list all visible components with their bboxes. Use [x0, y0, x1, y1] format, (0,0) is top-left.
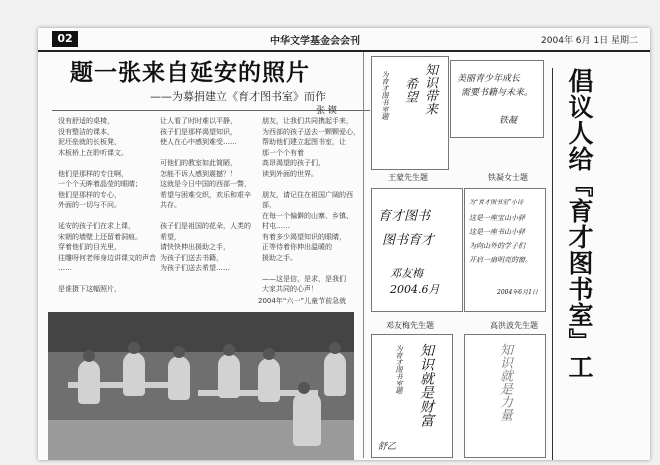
- calligraphy-inscription: 为育才图书室题: [381, 71, 389, 120]
- poem-column-2: 让人看了时时难以平静， 孩子们是那样渴望知识， 使人在心中感到难受…… 可他们的教室如此简陋， 怎能不诉人感到震撼？！ 这就是今日中国的西部一瞥， 希望与困难交织，欢乐和艰辛 共存。 孩子们是祖国的花朵，人类的 希望， 请快快伸出援助之手， 为孩子们送去书籍， 为孩子们送去希望……: [160, 117, 251, 272]
- calligraphy-line: 知识带来: [422, 63, 437, 115]
- calligraphy-signature: 舒乙: [378, 442, 397, 452]
- photo-child: [324, 352, 346, 396]
- photo-child: [258, 358, 280, 402]
- caption-gao-hongbo: 高洪波先生题: [490, 321, 538, 330]
- calligraphy-line: 需要书籍与未来。: [461, 88, 534, 98]
- page-header: [38, 28, 650, 52]
- article-title: 题一张来自延安的照片: [70, 60, 310, 86]
- caption-tie-ning: 铁凝女士题: [488, 173, 528, 182]
- calligraphy-line: 图书育才: [382, 233, 435, 248]
- calligraphy-deng-youmei: [371, 188, 463, 312]
- calligraphy-signature: 2004年6月1日: [497, 289, 538, 296]
- calligraphy-tie-ning: [450, 60, 544, 138]
- calligraphy-line: 知识就是力量: [497, 343, 512, 421]
- calligraphy-line: 这是一座书山小驿: [469, 228, 525, 236]
- photo-child: [168, 356, 190, 400]
- calligraphy-line: 为“育才图书室”小诗: [469, 199, 524, 206]
- calligraphy-line: 知识就是财富: [418, 343, 434, 427]
- calligraphy-gao-hongbo: [464, 188, 546, 312]
- calligraphy-line: 育才图书: [378, 209, 431, 224]
- calligraphy-line: 开启一扇明亮的窗。: [469, 256, 532, 264]
- photo-child: [218, 354, 240, 398]
- photo-wall: [48, 312, 354, 352]
- calligraphy-line: 希望: [402, 77, 417, 103]
- calligraphy-line: 这是一座宝山小驿: [469, 214, 525, 222]
- photo-child: [123, 352, 145, 396]
- newspaper-page: [38, 28, 650, 460]
- issue-date: 2004年 6月 1日 星期二: [541, 36, 638, 46]
- calligraphy-line: 美丽青少年成长: [457, 74, 521, 84]
- caption-wang-meng: 王蒙先生题: [388, 173, 428, 182]
- calligraphy-inscription: 为育才图书室题: [395, 345, 403, 394]
- masthead: 中华文学基金会会刊: [270, 36, 360, 47]
- classroom-photo: [48, 312, 354, 460]
- calligraphy-shu-yi: [371, 334, 453, 458]
- poem-column-1: 没有舒适的桌椅， 没有整洁的课本， 泥坯垒就的长板凳， 木板桥上在聆听课文。 他们是那样的专注啊， 一个个天眸着晶莹的眼睛； 他们是那样的专心， 外面的一切与不问。 延安的孩子们在求上课， 宋朝的墙壁上还留着洞痕。 穿着他们的目光里， 往雕呀何老师身边讲课文的声音 …… 是谁摄下这幅照片，: [58, 117, 156, 293]
- calligraphy-signature: 铁凝: [499, 116, 518, 126]
- banner-text: 倡议人给『育才图书室』工: [565, 68, 594, 380]
- caption-deng-youmei: 邓友梅先生题: [386, 321, 434, 330]
- gallery-divider: [363, 52, 364, 458]
- page-number: 02: [52, 31, 78, 47]
- calligraphy-bottom-right: [464, 334, 546, 458]
- poem-column-3: 朋友，让我们共同携起手来， 为西部的孩子送去一颗颗爱心， 帮助他们建立起图书室，让 那一个个有着 高昂渴望的孩子们， 读到外面的世界。 朋友，请记住在祖国广阔的西 部， 在每一个偏僻的山寨、乡镇、 村屯…… 有着多少渴望知识的眼睛， 正等待着你伸出温暖的 援助之手。 ——这是信，是求，是我们 大家共同的心声！: [262, 117, 360, 293]
- poem-date-caption: 2004年“六一”儿童节前急就: [258, 297, 347, 305]
- calligraphy-signature: 邓友梅 2004.6月: [390, 267, 440, 296]
- article-author: 张 锲: [316, 106, 337, 116]
- proposal-banner: [552, 68, 603, 460]
- photo-child: [293, 392, 321, 446]
- calligraphy-line: 为向山外的学子们: [469, 242, 525, 250]
- calligraphy-wang-meng: [371, 56, 449, 170]
- article-subtitle: ——为募捐建立《育才图书室》而作: [150, 90, 326, 103]
- photo-child: [78, 360, 100, 404]
